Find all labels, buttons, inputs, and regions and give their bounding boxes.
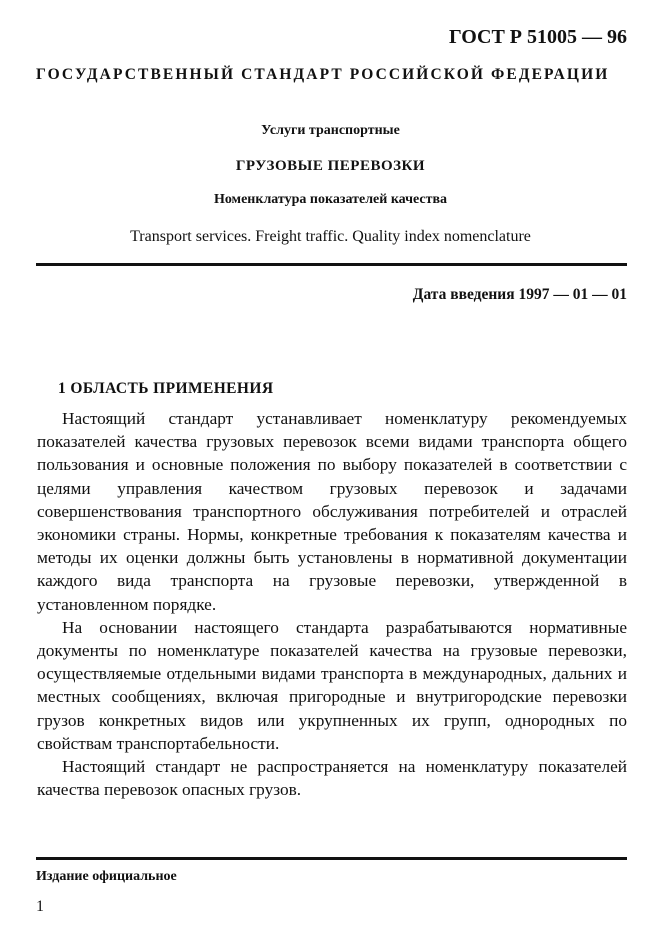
english-title: Transport services. Freight traffic. Quality index nomenclature — [130, 228, 531, 245]
page-title: ГРУЗОВЫЕ ПЕРЕВОЗКИ — [235, 158, 426, 174]
bottom-divider — [36, 857, 627, 860]
introduction-date: Дата введения 1997 — 01 — 01 — [412, 286, 627, 303]
document-number: ГОСТ Р 51005 — 96 — [448, 26, 627, 48]
state-standard-heading: ГОСУДАРСТВЕННЫЙ СТАНДАРТ РОССИЙСКОЙ ФЕДЕРАЦИИ — [36, 66, 610, 83]
top-divider — [36, 263, 627, 266]
paragraph-exclusion: Настоящий стандарт не распространяется на номенклатуру показателей качества перевозок опасных грузов. — [37, 757, 627, 800]
section-heading: 1 ОБЛАСТЬ ПРИМЕНЕНИЯ — [58, 380, 274, 397]
services-line: Услуги транспортные — [261, 123, 400, 138]
paragraph-derived-documents: На основании настоящего стандарта разрабатываются нормативные документы по номенклатуре показателей качества на грузовые перевозки, осуществляемые отдельными видами транспорта в международных, дальних и местных сообщениях, включая пригородные и внутригородские перевозки грузов конкретных видов или укрупненных их групп, однородных по свойствам транспортабельности. — [37, 617, 627, 753]
edition-label: Издание официальное — [36, 869, 177, 884]
section-body — [37, 407, 627, 801]
paragraph-scope: Настоящий стандарт устанавливает номенклатуру рекомендуемых показателей качества грузовых перевозок всеми видами транспорта общего пользования и основные положения по выбору показателей в соответствии с целями управления качеством грузовых перевозок и задачами совершенствования транспортного обслуживания потребителей и отраслей экономики страны. Нормы, конкретные требования к показателям качества и методы их оценки должны быть установлены в нормативной документации каждого вида транспорта на грузовые перевозки, утвержденной в установленном порядке. — [37, 409, 627, 614]
page-number: 1 — [36, 898, 44, 915]
page-subtitle: Номенклатура показателей качества — [213, 192, 448, 207]
